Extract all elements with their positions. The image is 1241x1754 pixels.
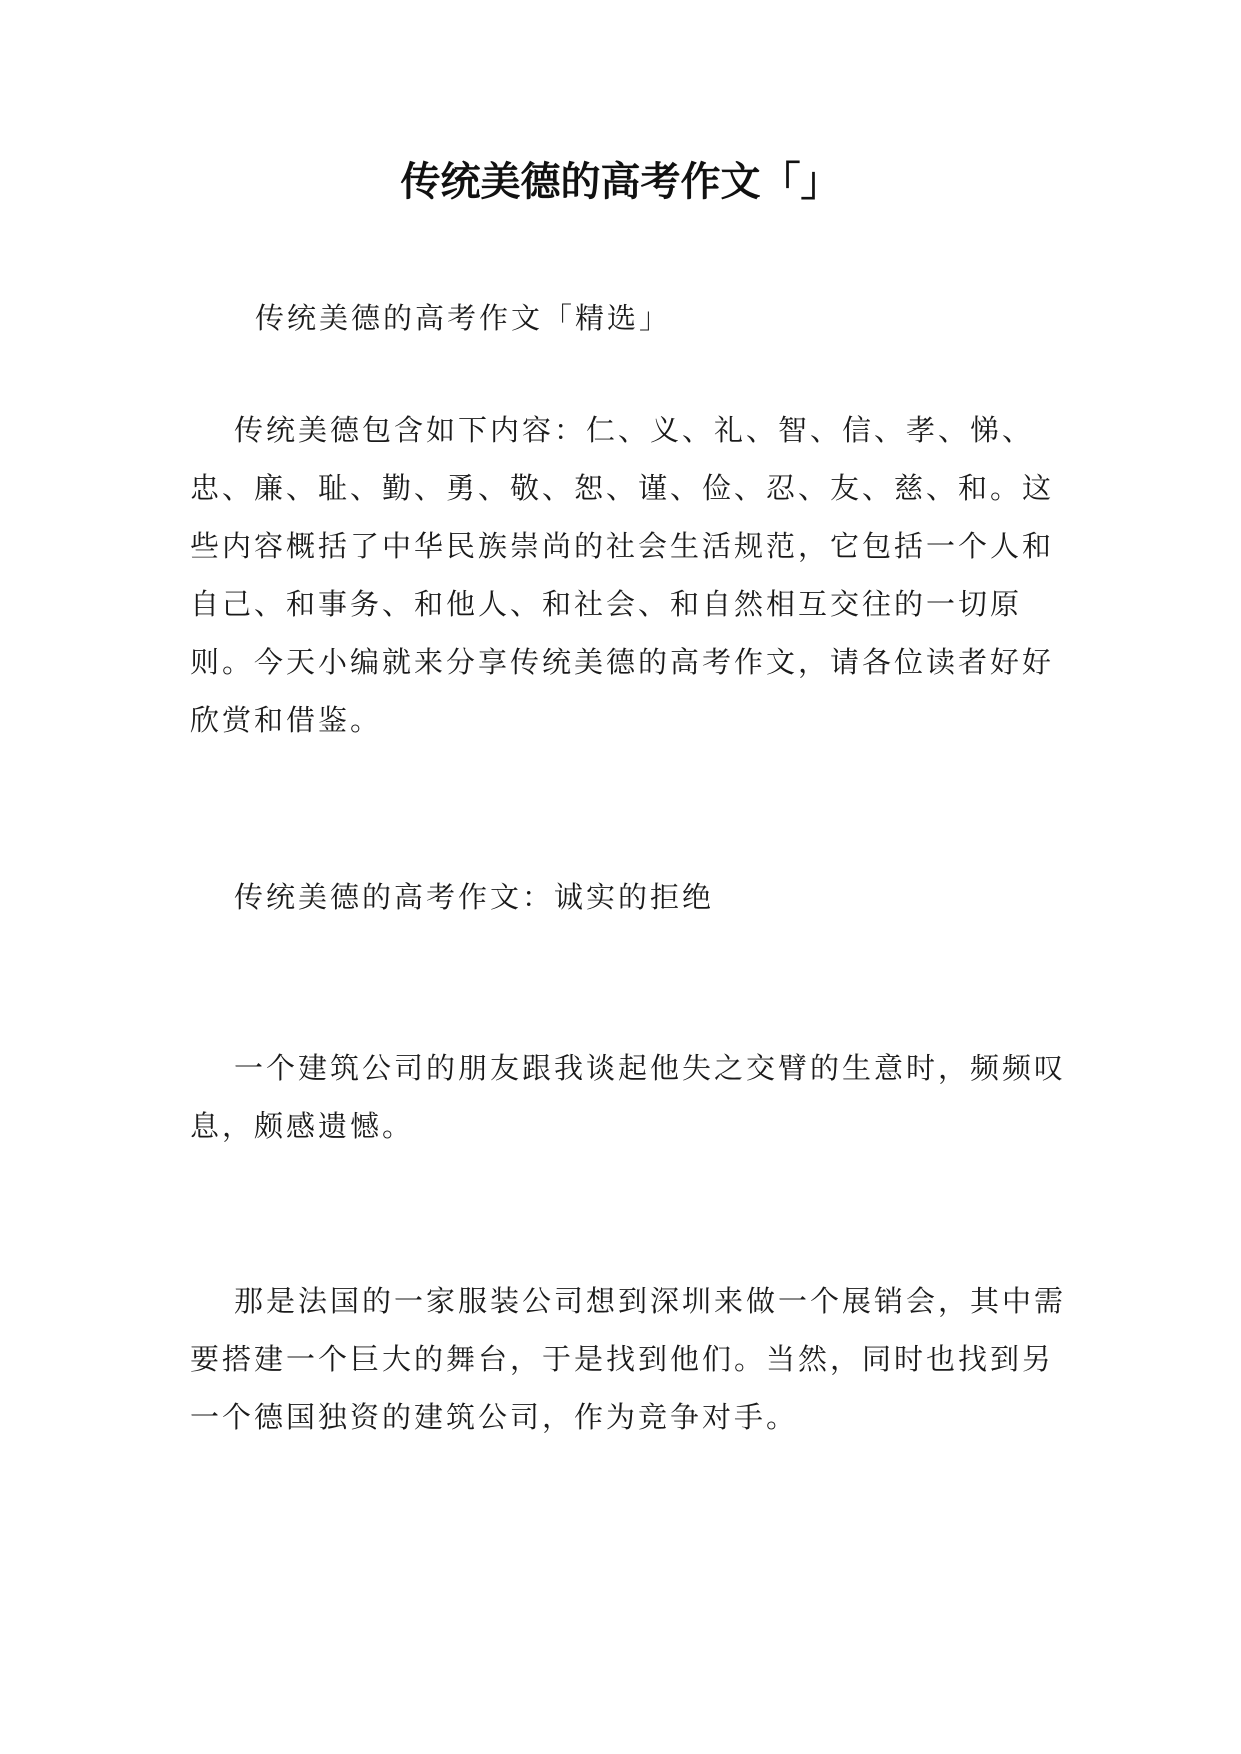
paragraph-story-1: 一个建筑公司的朋友跟我谈起他失之交臂的生意时，频频叹息，颇感遗憾。	[190, 1051, 1067, 1143]
section-heading: 传统美德的高考作文：诚实的拒绝	[234, 880, 715, 914]
paragraph-story-2: 那是法国的一家服装公司想到深圳来做一个展销会，其中需要搭建一个巨大的舞台，于是找到他们。当然，同时也找到另一个德国独资的建筑公司，作为竞争对手。	[190, 1284, 1067, 1434]
document-title: 传统美德的高考作文「」	[400, 159, 841, 205]
document-subtitle: 传统美德的高考作文「精选」	[255, 301, 672, 335]
paragraph-intro: 传统美德包含如下内容：仁、义、礼、智、信、孝、悌、忠、廉、耻、勤、勇、敬、恕、谨、俭、忍、友、慈、和。这些内容概括了中华民族崇尚的社会生活规范，它包括一个人和自己、和事务、和他人、和社会、和自然相互交往的一切原则。今天小编就来分享传统美德的高考作文，请各位读者好好欣赏和借鉴。	[190, 413, 1055, 737]
